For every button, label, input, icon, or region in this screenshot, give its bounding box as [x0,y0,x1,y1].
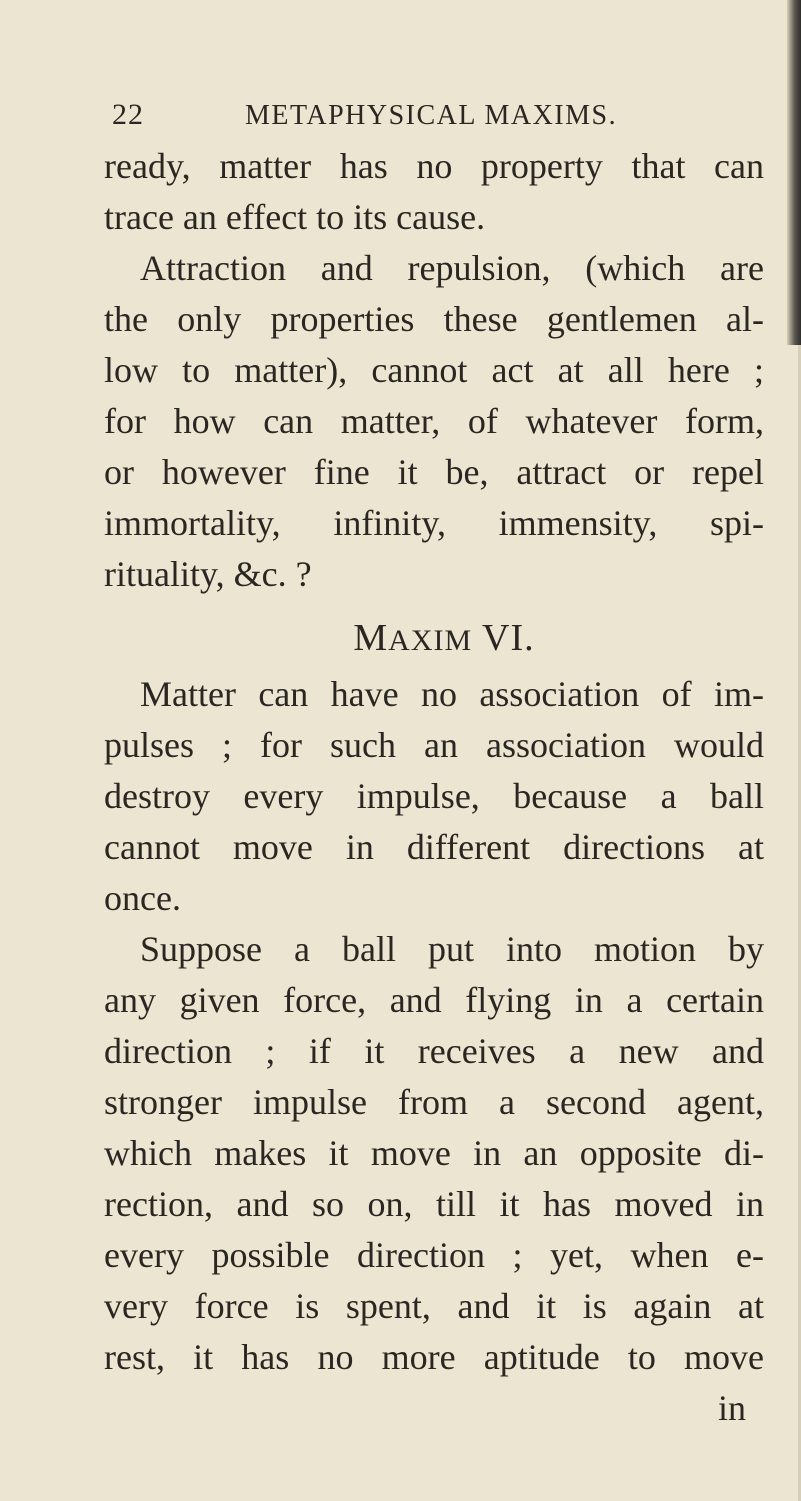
text-line: for how can matter, of whatever form, [104,401,764,441]
section-heading [104,600,764,669]
heading-small-caps: AXIM [388,624,473,657]
running-head [112,98,702,138]
body-text [104,141,764,1434]
text-line: destroy every impulse, because a ball [104,776,764,816]
text-line: very force is spent, and it is again at [104,1286,764,1326]
text-line: low to matter), cannot act at all here ; [104,350,764,390]
text-line: pulses ; for such an association would [104,725,764,765]
text-line: once. [104,878,181,918]
text-line: rituality, &c. ? [104,554,312,594]
catchword: in [717,1388,746,1428]
running-title: METAPHYSICAL MAXIMS. [245,100,618,131]
text-line: or however fine it be, attract or repel [104,452,764,492]
text-line: ready, matter has no property that can [104,146,764,186]
text-line: Suppose a ball put into motion by [140,929,764,969]
text-line: stronger impulse from a second agent, [104,1082,764,1122]
text-line: Matter can have no association of im- [140,674,764,714]
heading-initial: M [353,617,389,659]
page-number: 22 [112,98,144,131]
text-line: trace an effect to its cause. [104,197,486,237]
text-line: immortality, infinity, immensity, spi- [104,503,764,543]
text-line: the only properties these gentlemen al- [104,299,764,339]
text-line: direction ; if it receives a new and [104,1031,764,1071]
text-line: rest, it has no more aptitude to move [104,1337,764,1377]
text-line: any given force, and flying in a certain [104,980,764,1020]
text-line: Attraction and repulsion, (which are [140,248,764,288]
text-line: rection, and so on, till it has moved in [104,1184,764,1224]
text-line: every possible direction ; yet, when e- [104,1235,764,1275]
text-line: cannot move in different directions at [104,827,764,867]
heading-numeral: VI. [482,617,535,659]
page-edge-shadow [787,0,801,345]
text-line: which makes it move in an opposite di- [104,1133,764,1173]
